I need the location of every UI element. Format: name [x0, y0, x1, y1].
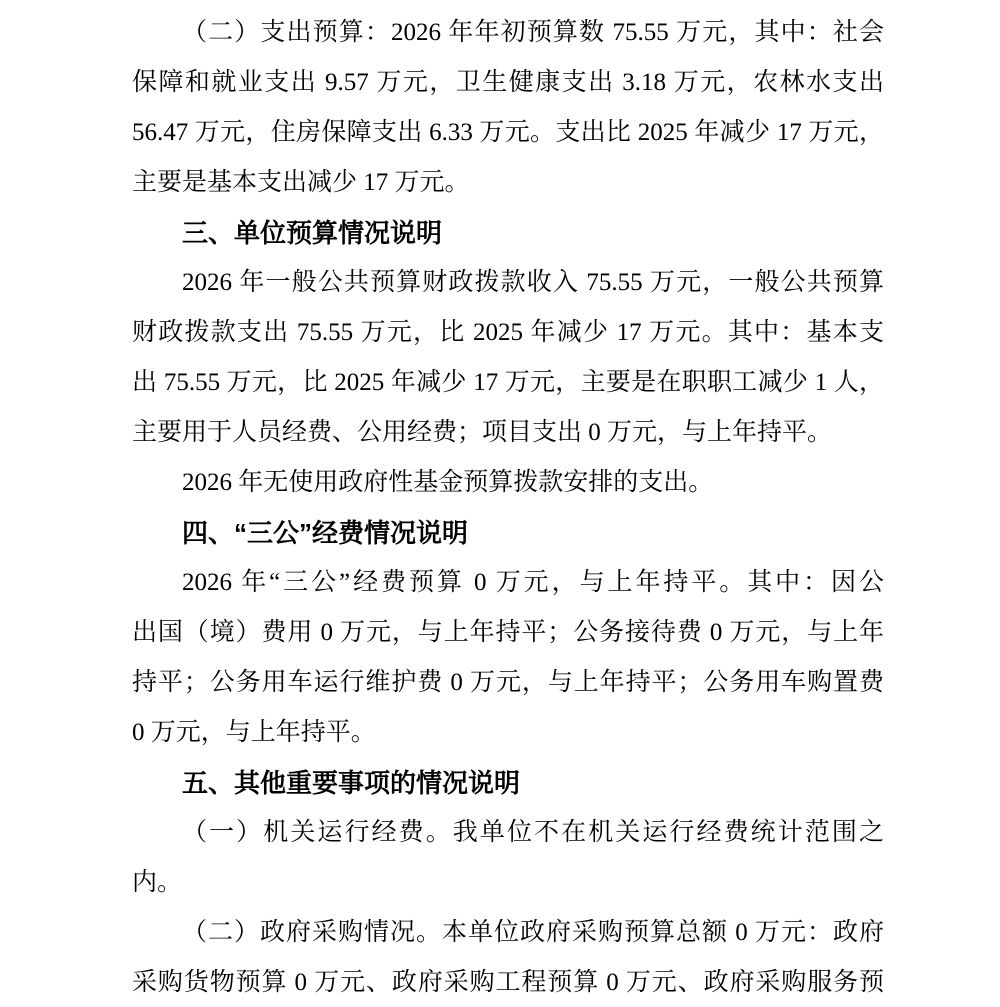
operating-expenses-para-line: 内。: [132, 869, 183, 896]
three-public-funds-para-line: 持平；公务用车运行维护费 0 万元，与上年持平；公务用车购置费: [132, 669, 884, 696]
section-heading-other-important-matters: 五、其他重要事项的情况说明: [182, 768, 521, 798]
three-public-funds-para-line: 0 万元，与上年持平。: [132, 719, 376, 746]
government-procurement-para-line: （二）政府采购情况。本单位政府采购预算总额 0 万元：政府: [182, 919, 884, 946]
document-body: [132, 8, 884, 1007]
government-procurement-para-line: 采购货物预算 0 万元、政府采购工程预算 0 万元、政府采购服务预: [132, 969, 884, 996]
expenditure-budget-para-line: （二）支出预算：2026 年年初预算数 75.55 万元，其中：社会: [182, 19, 884, 46]
public-budget-para-line: 2026 年一般公共预算财政拨款收入 75.55 万元，一般公共预算: [182, 269, 884, 296]
public-budget-para-line: 出 75.55 万元，比 2025 年减少 17 万元，主要是在职职工减少 1 人，: [132, 369, 884, 396]
expenditure-budget-para-line: 主要是基本支出减少 17 万元。: [132, 169, 470, 196]
three-public-funds-para-line: 2026 年“三公”经费预算 0 万元，与上年持平。其中：因公: [182, 569, 884, 596]
expenditure-budget-para-line: 保障和就业支出 9.57 万元，卫生健康支出 3.18 万元，农林水支出: [132, 69, 884, 96]
expenditure-budget-para-line: 56.47 万元，住房保障支出 6.33 万元。支出比 2025 年减少 17 万元，: [132, 119, 884, 146]
three-public-funds-para-line: 出国（境）费用 0 万元，与上年持平；公务接待费 0 万元，与上年: [132, 619, 884, 646]
section-heading-unit-budget: 三、单位预算情况说明: [182, 218, 443, 248]
public-budget-para-line: 财政拨款支出 75.55 万元，比 2025 年减少 17 万元。其中：基本支: [132, 319, 884, 346]
operating-expenses-para-line: （一）机关运行经费。我单位不在机关运行经费统计范围之: [182, 819, 884, 846]
government-fund-para-line: 2026 年无使用政府性基金预算拨款安排的支出。: [182, 469, 714, 496]
section-heading-three-public-funds: 四、“三公”经费情况说明: [182, 518, 469, 548]
public-budget-para-line: 主要用于人员经费、公用经费；项目支出 0 万元，与上年持平。: [132, 419, 833, 446]
